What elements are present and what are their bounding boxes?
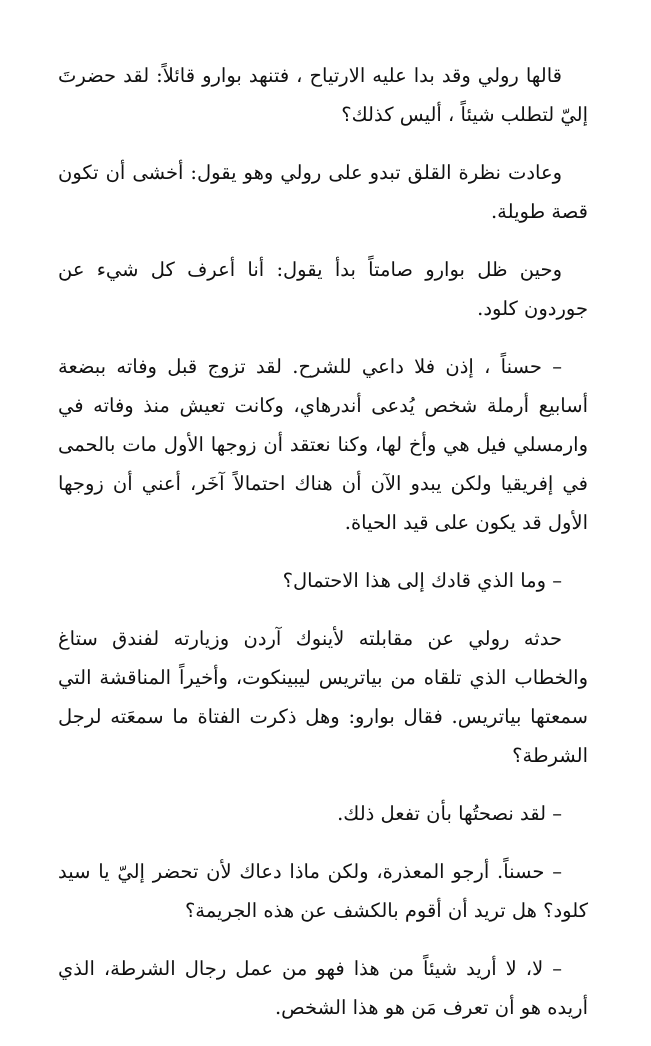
paragraph-worried-look: وعادت نظرة القلق تبدو على رولي وهو يقول: أخشى أن تكون قصة طويلة. xyxy=(58,161,588,223)
book-page xyxy=(58,56,588,1046)
paragraph-relief-sigh: قالها رولي وقد بدا عليه الارتياح ، فتنهد بوارو قائلاً: لقد حضرتَ إليّ لتطلب شيئاً ، أليس كذلك؟ xyxy=(58,64,588,126)
paragraph-question: – وما الذي قادك إلى هذا الاحتمال؟ xyxy=(282,569,562,592)
paragraph-poirot-asks: – حسناً. أرجو المعذرة، ولكن ماذا دعاك لأن تحضر إليّ يا سيد كلود؟ هل تريد أن أقوم بالكشف عن هذه الجريمة؟ xyxy=(58,860,588,922)
paragraph-poirot-silent: وحين ظل بوارو صامتاً بدأ يقول: أنا أعرف كل شيء عن جوردون كلود. xyxy=(58,258,588,320)
paragraph-advice: – لقد نصحتُها بأن تفعل ذلك. xyxy=(337,802,562,825)
paragraph-rowley-story: حدثه رولي عن مقابلته لأينوك آردن وزيارته لفندق ستاغ والخطاب الذي تلقاه من بياتريس ليبينكوت، وأخيراً المناقشة التي سمعتها بياتريس. فقال بوارو: وهل ذكرت الفتاة ما سمعَته لرجل الشرطة؟ xyxy=(58,627,588,767)
paragraph-explanation: – حسناً ، إذن فلا داعي للشرح. لقد تزوج قبل وفاته ببضعة أسابيع أرملة شخص يُدعى أندرهاي، وكانت تعيش منذ وفاته في وارمسلي فيل هي وأخ لها، وكنا نعتقد أن زوجها الأول مات بالحمى في إفريقيا ولكن يبدو الآن أن هناك احتمالاً آخَر، أعني أن زوجها الأول قد يكون على قيد الحياة. xyxy=(58,355,588,534)
paragraph-rowley-answer: – لا، لا أريد شيئاً من هذا فهو من عمل رجال الشرطة، الذي أريده هو أن تعرف مَن هو هذا الشخص. xyxy=(58,957,588,1019)
